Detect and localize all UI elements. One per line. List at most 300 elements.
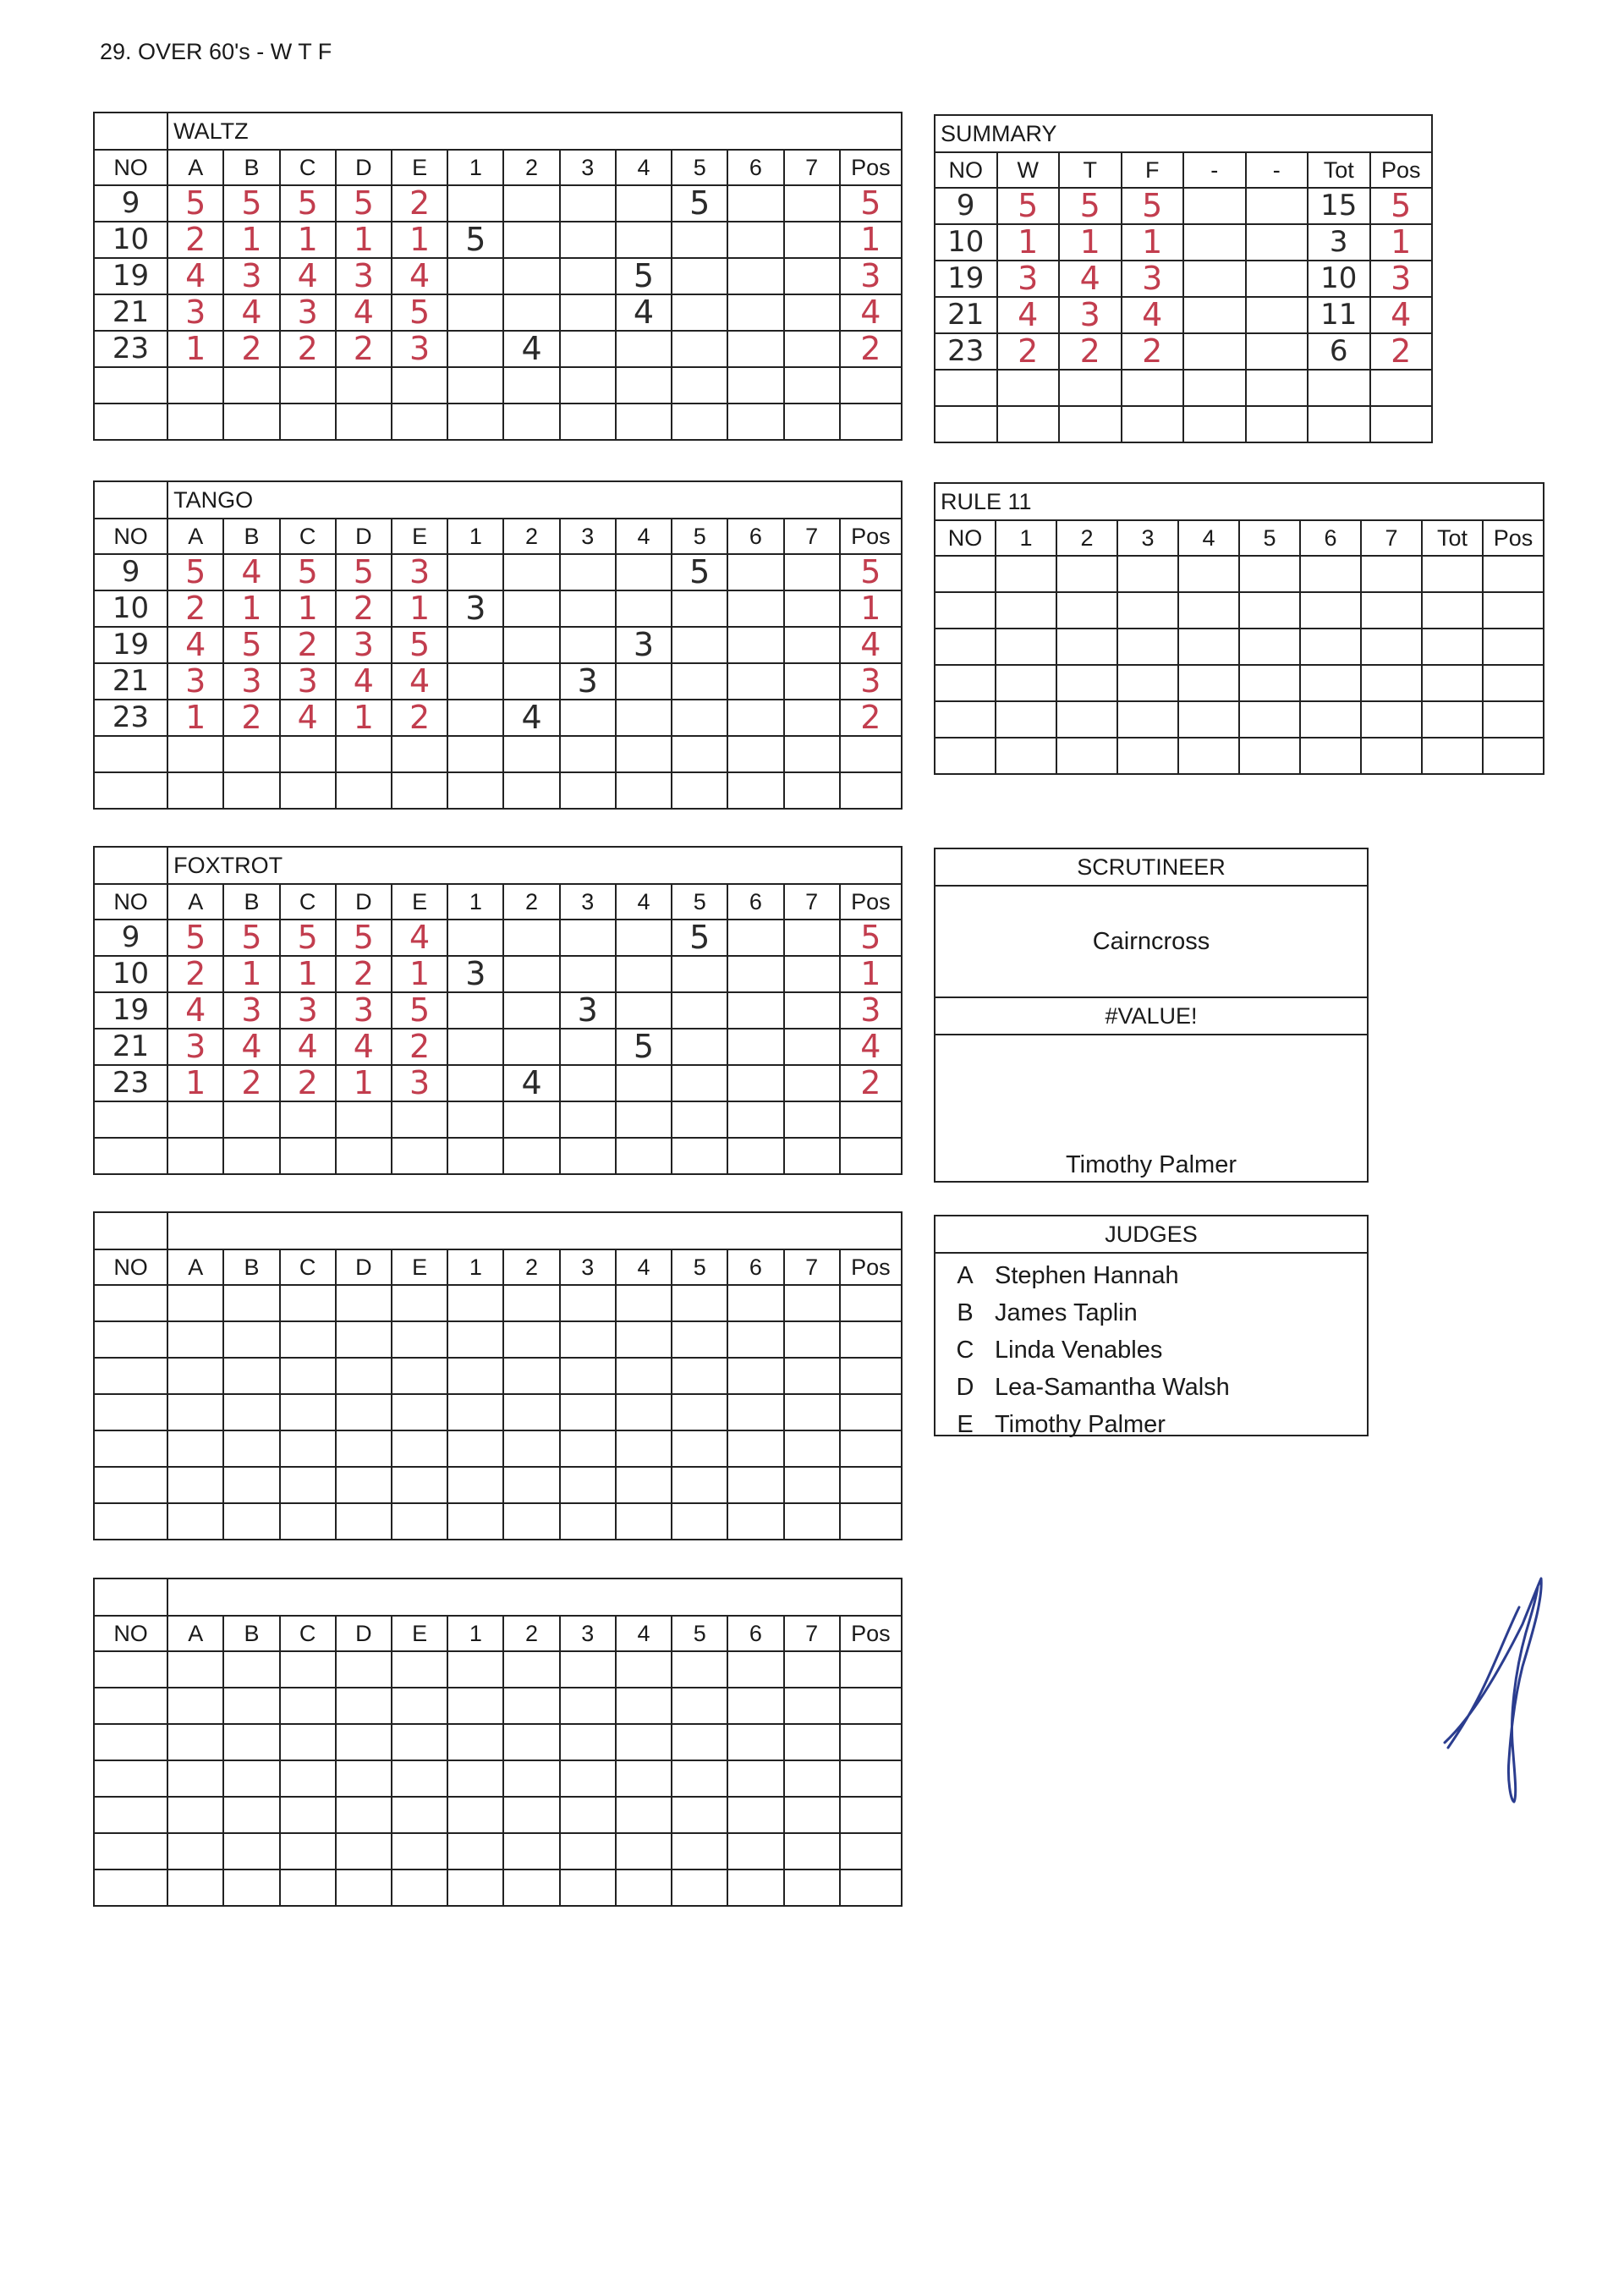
table-cell	[784, 956, 840, 992]
judge-mark: 1	[297, 590, 318, 627]
table-cell	[784, 920, 840, 956]
judge-mark: 2	[241, 1065, 262, 1101]
table-cell	[336, 1797, 392, 1833]
table-cell	[336, 258, 392, 294]
table-cell	[616, 1065, 672, 1101]
column-header: 2	[503, 1249, 559, 1285]
table-cell	[1117, 592, 1178, 629]
table-cell	[616, 1503, 672, 1540]
table-cell	[935, 406, 997, 442]
table-cell	[280, 222, 336, 258]
table-cell	[392, 1503, 447, 1540]
table-cell	[503, 222, 559, 258]
table-cell	[280, 1688, 336, 1724]
table-cell	[784, 1138, 840, 1174]
table-cell	[94, 1688, 167, 1724]
table-cell	[503, 1503, 559, 1540]
table-cell	[560, 992, 616, 1029]
table-cell	[1246, 333, 1309, 370]
judge-mark: 4	[297, 700, 318, 736]
table-cell	[935, 370, 997, 406]
table-cell	[1246, 188, 1309, 224]
table-cell	[672, 992, 727, 1029]
table-cell	[280, 627, 336, 663]
judge-entry	[935, 1331, 1367, 1369]
total: 11	[1320, 298, 1358, 332]
table-cell	[616, 1285, 672, 1321]
judge-entry	[935, 1294, 1367, 1331]
table-cell	[94, 1724, 167, 1760]
dance-title: FOXTROT	[167, 847, 902, 884]
judge-mark: 5	[185, 185, 206, 222]
table-cell	[94, 772, 167, 809]
judge-mark: 4	[409, 663, 431, 700]
final-position: 1	[860, 222, 881, 258]
table-cell	[1370, 333, 1433, 370]
table-cell	[167, 294, 223, 331]
judge-mark: 5	[409, 294, 431, 331]
table-cell	[392, 1321, 447, 1358]
table-cell	[616, 663, 672, 700]
table-cell	[784, 627, 840, 663]
judge-mark: 3	[241, 258, 262, 294]
judge-mark: 5	[241, 920, 262, 956]
column-header: F	[1122, 152, 1184, 188]
table-cell	[616, 1688, 672, 1724]
table-cell	[280, 736, 336, 772]
judge-letter: A	[957, 1262, 974, 1289]
table-cell	[1183, 333, 1246, 370]
column-header: A	[167, 150, 223, 185]
table-cell	[1122, 224, 1184, 261]
table-cell	[727, 1760, 783, 1797]
table-cell	[167, 736, 223, 772]
table-cell	[560, 1503, 616, 1540]
table-cell	[784, 331, 840, 367]
table-cell	[560, 590, 616, 627]
table-row	[935, 224, 1432, 261]
final-position: 2	[860, 1065, 881, 1101]
column-header: Pos	[1370, 152, 1433, 188]
table-row	[94, 1430, 902, 1467]
place-count: 3	[633, 627, 655, 663]
table-cell	[840, 367, 902, 404]
table-cell	[560, 367, 616, 404]
judge-mark: 5	[409, 627, 431, 663]
table-cell	[672, 1321, 727, 1358]
table-cell	[503, 1833, 559, 1869]
column-header: 2	[503, 150, 559, 185]
dance-place: 2	[1018, 333, 1039, 370]
dance-title-row	[94, 847, 902, 884]
title-corner-cell	[94, 1212, 167, 1249]
table-cell	[94, 331, 167, 367]
table-cell	[1300, 665, 1361, 701]
table-cell	[1308, 188, 1370, 224]
table-cell	[280, 1797, 336, 1833]
table-row	[94, 992, 902, 1029]
table-cell	[503, 1065, 559, 1101]
table-cell	[94, 1394, 167, 1430]
couple-number: 9	[121, 920, 140, 954]
column-header: 5	[672, 1616, 727, 1651]
table-cell	[1246, 370, 1309, 406]
table-cell	[935, 592, 996, 629]
table-cell	[167, 1760, 223, 1797]
table-cell	[1056, 701, 1117, 738]
table-cell	[1483, 701, 1544, 738]
table-cell	[560, 222, 616, 258]
table-cell	[1178, 701, 1239, 738]
table-cell	[223, 1029, 279, 1065]
table-row	[94, 1724, 902, 1760]
final-position: 3	[860, 258, 881, 294]
table-cell	[1246, 406, 1309, 442]
final-position: 2	[1391, 333, 1412, 370]
table-cell	[997, 370, 1060, 406]
table-cell	[223, 1724, 279, 1760]
judge-mark: 4	[409, 258, 431, 294]
table-cell	[223, 367, 279, 404]
table-cell	[616, 1138, 672, 1174]
table-cell	[616, 627, 672, 663]
table-cell	[94, 1321, 167, 1358]
table-cell	[392, 404, 447, 440]
column-header: 6	[1300, 520, 1361, 556]
final-position: 3	[1391, 261, 1412, 297]
title-corner-cell	[94, 113, 167, 150]
judge-mark: 4	[185, 258, 206, 294]
table-cell	[616, 1467, 672, 1503]
table-cell	[392, 700, 447, 736]
judge-mark: 2	[409, 185, 431, 222]
table-cell	[560, 1029, 616, 1065]
table-cell	[996, 556, 1056, 592]
table-cell	[1122, 297, 1184, 333]
table-cell	[784, 185, 840, 222]
table-row	[94, 1503, 902, 1540]
judge-mark: 5	[297, 185, 318, 222]
table-cell	[840, 554, 902, 590]
table-cell	[223, 956, 279, 992]
table-cell	[672, 700, 727, 736]
table-cell	[94, 1285, 167, 1321]
table-cell	[727, 663, 783, 700]
table-cell	[1361, 629, 1422, 665]
table-cell	[280, 1724, 336, 1760]
table-cell	[167, 992, 223, 1029]
table-cell	[672, 1760, 727, 1797]
table-cell	[392, 1101, 447, 1138]
table-cell	[223, 1467, 279, 1503]
column-header: NO	[94, 1249, 167, 1285]
table-cell	[1122, 261, 1184, 297]
table-cell	[1422, 592, 1483, 629]
judge-mark: 3	[353, 992, 374, 1029]
column-header: 4	[616, 1249, 672, 1285]
table-cell	[223, 1321, 279, 1358]
judge-signature	[1438, 1573, 1556, 1819]
column-header: Tot	[1308, 152, 1370, 188]
table-cell	[727, 1724, 783, 1760]
table-row	[94, 404, 902, 440]
table-cell	[336, 736, 392, 772]
table-cell	[167, 1724, 223, 1760]
table-cell	[447, 185, 503, 222]
table-cell	[280, 367, 336, 404]
table-cell	[1059, 370, 1122, 406]
table-cell	[1308, 406, 1370, 442]
table-cell	[392, 1869, 447, 1906]
table-cell	[727, 992, 783, 1029]
table-row	[94, 222, 902, 258]
table-cell	[503, 404, 559, 440]
table-cell	[935, 297, 997, 333]
table-cell	[672, 554, 727, 590]
table-cell	[784, 1065, 840, 1101]
table-cell	[1361, 556, 1422, 592]
table-cell	[223, 1358, 279, 1394]
table-cell	[392, 1065, 447, 1101]
table-cell	[167, 1797, 223, 1833]
column-header: 6	[727, 1249, 783, 1285]
judge-mark: 2	[297, 331, 318, 367]
table-row	[94, 700, 902, 736]
scrutineer-box	[934, 848, 1369, 1183]
table-cell	[503, 700, 559, 736]
dance-header-row	[94, 150, 902, 185]
title-corner-cell	[94, 1578, 167, 1616]
table-cell	[280, 404, 336, 440]
table-cell	[727, 1467, 783, 1503]
table-cell	[167, 1430, 223, 1467]
table-cell	[1370, 261, 1433, 297]
judge-mark: 5	[241, 627, 262, 663]
table-cell	[784, 1358, 840, 1394]
column-header: Pos	[840, 1249, 902, 1285]
table-cell	[392, 1760, 447, 1797]
table-cell	[503, 736, 559, 772]
rule11-header-row	[935, 520, 1544, 556]
table-cell	[727, 772, 783, 809]
table-cell	[1246, 224, 1309, 261]
table-cell	[1308, 224, 1370, 261]
table-cell	[1422, 701, 1483, 738]
column-header: C	[280, 1616, 336, 1651]
table-cell	[280, 185, 336, 222]
table-cell	[672, 1358, 727, 1394]
table-cell	[503, 1430, 559, 1467]
table-cell	[503, 1029, 559, 1065]
table-cell	[616, 554, 672, 590]
judge-mark: 2	[185, 956, 206, 992]
table-cell	[672, 1138, 727, 1174]
table-row	[94, 1833, 902, 1869]
table-row	[94, 1358, 902, 1394]
table-cell	[616, 367, 672, 404]
table-cell	[503, 920, 559, 956]
table-row	[94, 294, 902, 331]
table-cell	[94, 1430, 167, 1467]
table-cell	[223, 331, 279, 367]
table-cell	[1300, 701, 1361, 738]
table-row	[94, 627, 902, 663]
table-cell	[167, 956, 223, 992]
table-row	[94, 1065, 902, 1101]
table-cell	[672, 663, 727, 700]
table-cell	[223, 1651, 279, 1688]
judge-mark: 2	[241, 331, 262, 367]
judge-mark: 5	[185, 554, 206, 590]
table-cell	[727, 736, 783, 772]
table-cell	[223, 700, 279, 736]
place-count: 3	[465, 956, 486, 992]
column-header: 4	[616, 150, 672, 185]
table-cell	[727, 554, 783, 590]
value-label: #VALUE!	[935, 998, 1367, 1035]
table-cell	[447, 1833, 503, 1869]
dance-title	[167, 1212, 902, 1249]
table-cell	[840, 1029, 902, 1065]
table-cell	[1361, 665, 1422, 701]
judge-mark: 1	[353, 700, 374, 736]
final-position: 4	[1391, 297, 1412, 333]
column-header: NO	[94, 519, 167, 554]
place-count: 4	[633, 294, 655, 331]
column-header: T	[1059, 152, 1122, 188]
table-cell	[223, 772, 279, 809]
table-cell	[392, 554, 447, 590]
table-cell	[94, 700, 167, 736]
table-cell	[616, 258, 672, 294]
table-cell	[280, 554, 336, 590]
table-cell	[1483, 556, 1544, 592]
table-cell	[784, 258, 840, 294]
table-row	[94, 1138, 902, 1174]
table-cell	[336, 956, 392, 992]
table-cell	[336, 772, 392, 809]
table-cell	[616, 1358, 672, 1394]
table-cell	[616, 920, 672, 956]
judge-mark: 5	[241, 185, 262, 222]
table-cell	[616, 1651, 672, 1688]
table-cell	[336, 1394, 392, 1430]
table-cell	[447, 1101, 503, 1138]
column-header: B	[223, 1616, 279, 1651]
table-cell	[94, 627, 167, 663]
table-cell	[167, 185, 223, 222]
dance-table-blank-5	[93, 1578, 903, 1907]
table-cell	[935, 188, 997, 224]
table-cell	[503, 1724, 559, 1760]
table-cell	[336, 1833, 392, 1869]
table-cell	[94, 1467, 167, 1503]
scrutineer-label: SCRUTINEER	[935, 849, 1367, 887]
column-header: 1	[447, 519, 503, 554]
table-cell	[94, 590, 167, 627]
table-cell	[336, 1503, 392, 1540]
judge-mark: 1	[185, 1065, 206, 1101]
total: 3	[1329, 225, 1348, 259]
table-row	[94, 1688, 902, 1724]
column-header: 1	[447, 1616, 503, 1651]
table-cell	[392, 920, 447, 956]
table-cell	[447, 1688, 503, 1724]
column-header: 6	[727, 150, 783, 185]
table-cell	[935, 738, 996, 774]
table-cell	[1056, 592, 1117, 629]
couple-number: 23	[112, 700, 150, 734]
place-count: 4	[521, 331, 542, 367]
table-cell	[1122, 333, 1184, 370]
table-cell	[672, 331, 727, 367]
column-header: NO	[935, 152, 997, 188]
table-cell	[935, 629, 996, 665]
judge-mark: 1	[241, 222, 262, 258]
table-cell	[784, 404, 840, 440]
column-header: Pos	[840, 1616, 902, 1651]
couple-number: 21	[112, 664, 150, 698]
column-header: E	[392, 884, 447, 920]
table-cell	[784, 663, 840, 700]
table-cell	[616, 590, 672, 627]
column-header: 4	[616, 519, 672, 554]
table-cell	[672, 1503, 727, 1540]
table-cell	[503, 992, 559, 1029]
table-cell	[167, 367, 223, 404]
table-cell	[935, 333, 997, 370]
dance-table-waltz	[93, 112, 903, 441]
table-cell	[784, 1503, 840, 1540]
table-cell	[784, 992, 840, 1029]
table-row	[94, 1467, 902, 1503]
final-position: 4	[860, 294, 881, 331]
table-cell	[560, 1285, 616, 1321]
table-cell	[727, 222, 783, 258]
table-cell	[447, 736, 503, 772]
column-header: Pos	[1483, 520, 1544, 556]
table-cell	[840, 331, 902, 367]
judge-mark: 5	[353, 185, 374, 222]
table-cell	[560, 1833, 616, 1869]
final-position: 3	[860, 992, 881, 1029]
column-header: 1	[996, 520, 1056, 556]
table-cell	[280, 663, 336, 700]
dance-place: 3	[1018, 261, 1039, 297]
table-cell	[447, 1760, 503, 1797]
column-header: NO	[94, 1616, 167, 1651]
column-header: A	[167, 519, 223, 554]
judge-name: Timothy Palmer	[995, 1411, 1166, 1438]
table-cell	[392, 294, 447, 331]
table-cell	[223, 185, 279, 222]
column-header: 3	[560, 150, 616, 185]
column-header: 5	[672, 1249, 727, 1285]
table-cell	[727, 404, 783, 440]
table-row	[935, 701, 1544, 738]
table-cell	[447, 920, 503, 956]
table-cell	[560, 772, 616, 809]
judge-mark: 3	[409, 1065, 431, 1101]
table-cell	[840, 700, 902, 736]
judge-mark: 2	[185, 222, 206, 258]
dance-place: 2	[1142, 333, 1163, 370]
table-cell	[94, 956, 167, 992]
couple-number: 10	[112, 222, 150, 256]
dance-place: 3	[1142, 261, 1163, 297]
column-header: -	[1183, 152, 1246, 188]
table-cell	[727, 331, 783, 367]
